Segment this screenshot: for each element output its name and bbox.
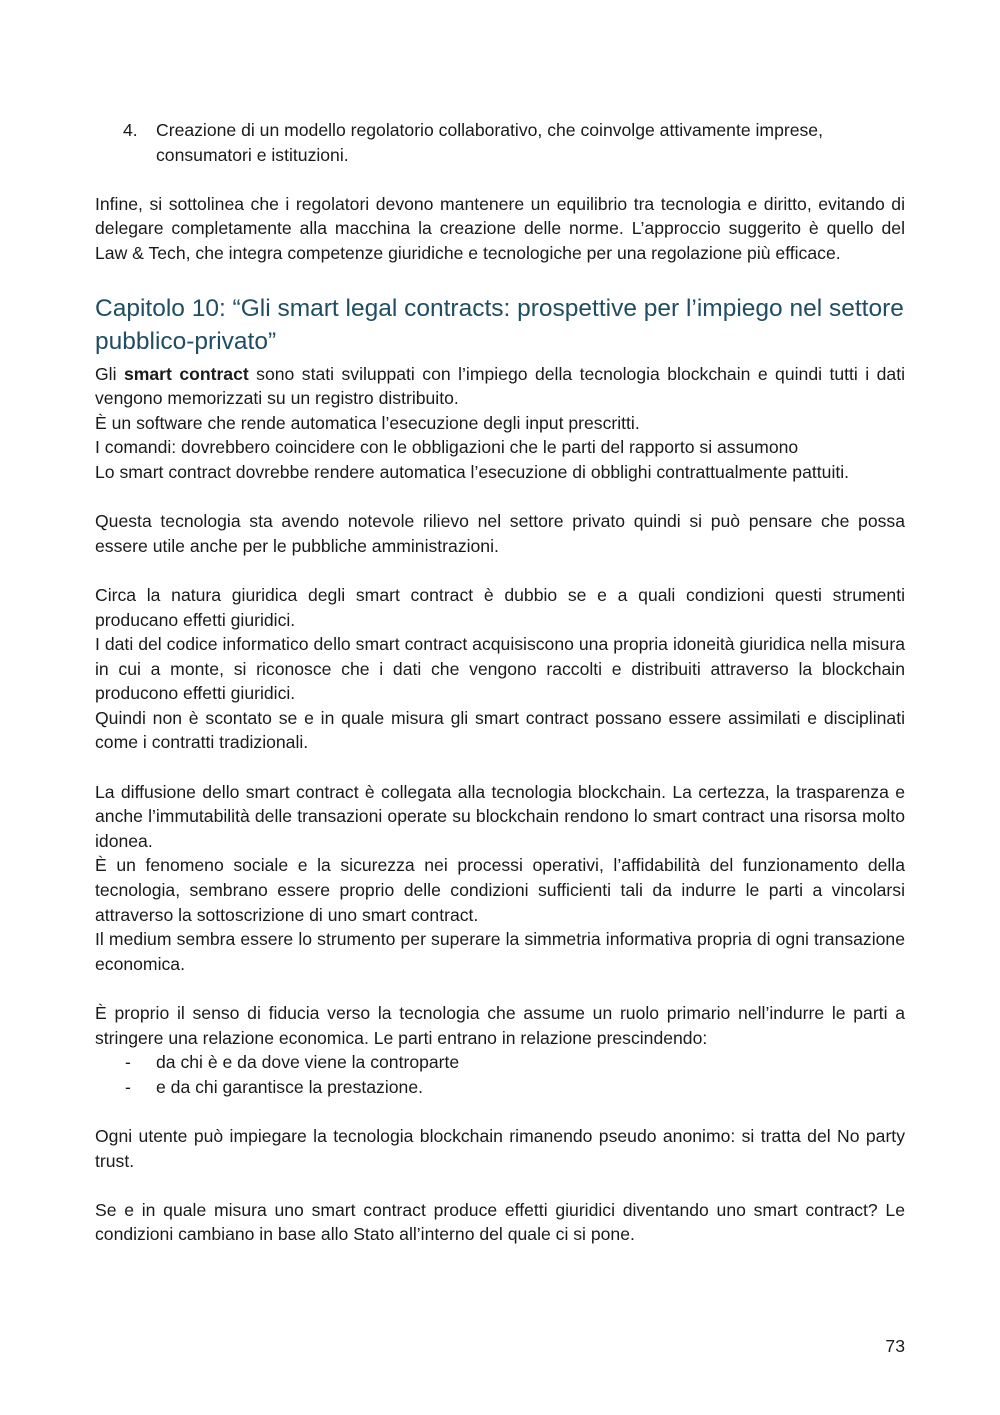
paragraph-fiducia: È proprio il senso di fiducia verso la tecnologia che assume un ruolo primario nell’indurre le parti a stringere una relazione economica. Le parti entrano in relazione prescindendo: xyxy=(95,1003,905,1048)
paragraph-diffusione-1: La diffusione dello smart contract è collegata alla tecnologia blockchain. La certezza, la trasparenza e anche l’immutabilità delle transazioni operate su blockchain rendono lo smart contract una risorsa molto idonea. xyxy=(95,781,905,851)
chapter-heading: Capitolo 10: “Gli smart legal contracts: prospettive per l’impiego nel settore pubblico-privato” xyxy=(95,294,904,355)
paragraph-utente: Ogni utente può impiegare la tecnologia blockchain rimanendo pseudo anonimo: si tratta del No party trust. xyxy=(95,1125,905,1171)
intro-bold-term: smart contract xyxy=(123,363,249,384)
paragraph-diffusione-2: È un fenomeno sociale e la sicurezza nei processi operativi, l’affidabilità del funzionamento della tecnologia, sembrano essere proprio delle condizioni sufficienti tali da indurre le parti a vincolarsi attraverso la sottoscrizione di uno smart contract. xyxy=(95,855,905,925)
bullet-text: e da chi garantisce la prestazione. xyxy=(156,1076,423,1097)
list-item xyxy=(95,1050,905,1075)
intro-suffix: sono stati sviluppati con l’impiego della tecnologia blockchain e quindi tutti i dati vengono memorizzati su un registro distribuito. xyxy=(95,363,905,409)
paragraph-tecnologia: Questa tecnologia sta avendo notevole rilievo nel settore privato quindi si può pensare che possa essere utile anche per le pubbliche amministrazioni. xyxy=(95,511,905,556)
paragraph-infine: Infine, si sottolinea che i regolatori devono mantenere un equilibrio tra tecnologia e diritto, evitando di delegare completamente alla macchina la creazione delle norme. L’approccio suggerito è quello del Law & Tech, che integra competenze giuridiche e tecnologiche per una regolazione più efficace. xyxy=(95,193,905,263)
page-number: 73 xyxy=(885,1336,905,1356)
list-item-text: Creazione di un modello regolatorio collaborativo, che coinvolge attivamente imprese, consumatori e istituzioni. xyxy=(156,120,823,165)
numbered-list-item xyxy=(95,118,905,167)
paragraph-natura-3: Quindi non è scontato se e in quale misura gli smart contract possano essere assimilati e disciplinati come i contratti tradizionali. xyxy=(95,707,905,753)
paragraph-misura: Se e in quale misura uno smart contract produce effetti giuridici diventando uno smart contract? Le condizioni cambiano in base allo Stato all’interno del quale ci si pone. xyxy=(95,1199,905,1245)
list-number: 4. xyxy=(123,120,138,140)
page-body xyxy=(95,118,905,1247)
paragraph-comandi: I comandi: dovrebbero coincidere con le obbligazioni che le parti del rapporto si assumono xyxy=(95,437,799,458)
paragraph-software: È un software che rende automatica l’esecuzione degli input prescritti. xyxy=(95,412,640,433)
paragraph-obblighi: Lo smart contract dovrebbe rendere automatica l’esecuzione di obblighi contrattualmente pattuiti. xyxy=(95,461,850,482)
bullet-list xyxy=(95,1050,905,1099)
paragraph-natura-2: I dati del codice informatico dello smart contract acquisiscono una propria idoneità giuridica nella misura in cui a monte, si riconosce che i dati che vengono raccolti e distribuiti attraverso la blockchain producono effetti giuridici. xyxy=(95,634,905,704)
paragraph-intro xyxy=(95,362,905,411)
paragraph-diffusione-3: Il medium sembra essere lo strumento per superare la simmetria informativa propria di ogni transazione economica. xyxy=(95,929,905,974)
paragraph-natura-1: Circa la natura giuridica degli smart contract è dubbio se e a quali condizioni questi strumenti producano effetti giuridici. xyxy=(95,584,905,630)
intro-prefix: Gli xyxy=(95,363,124,384)
bullet-text: da chi è e da dove viene la controparte xyxy=(156,1052,460,1073)
bullet-marker: - xyxy=(125,1076,131,1097)
bullet-marker: - xyxy=(125,1052,131,1073)
list-item xyxy=(95,1075,905,1100)
